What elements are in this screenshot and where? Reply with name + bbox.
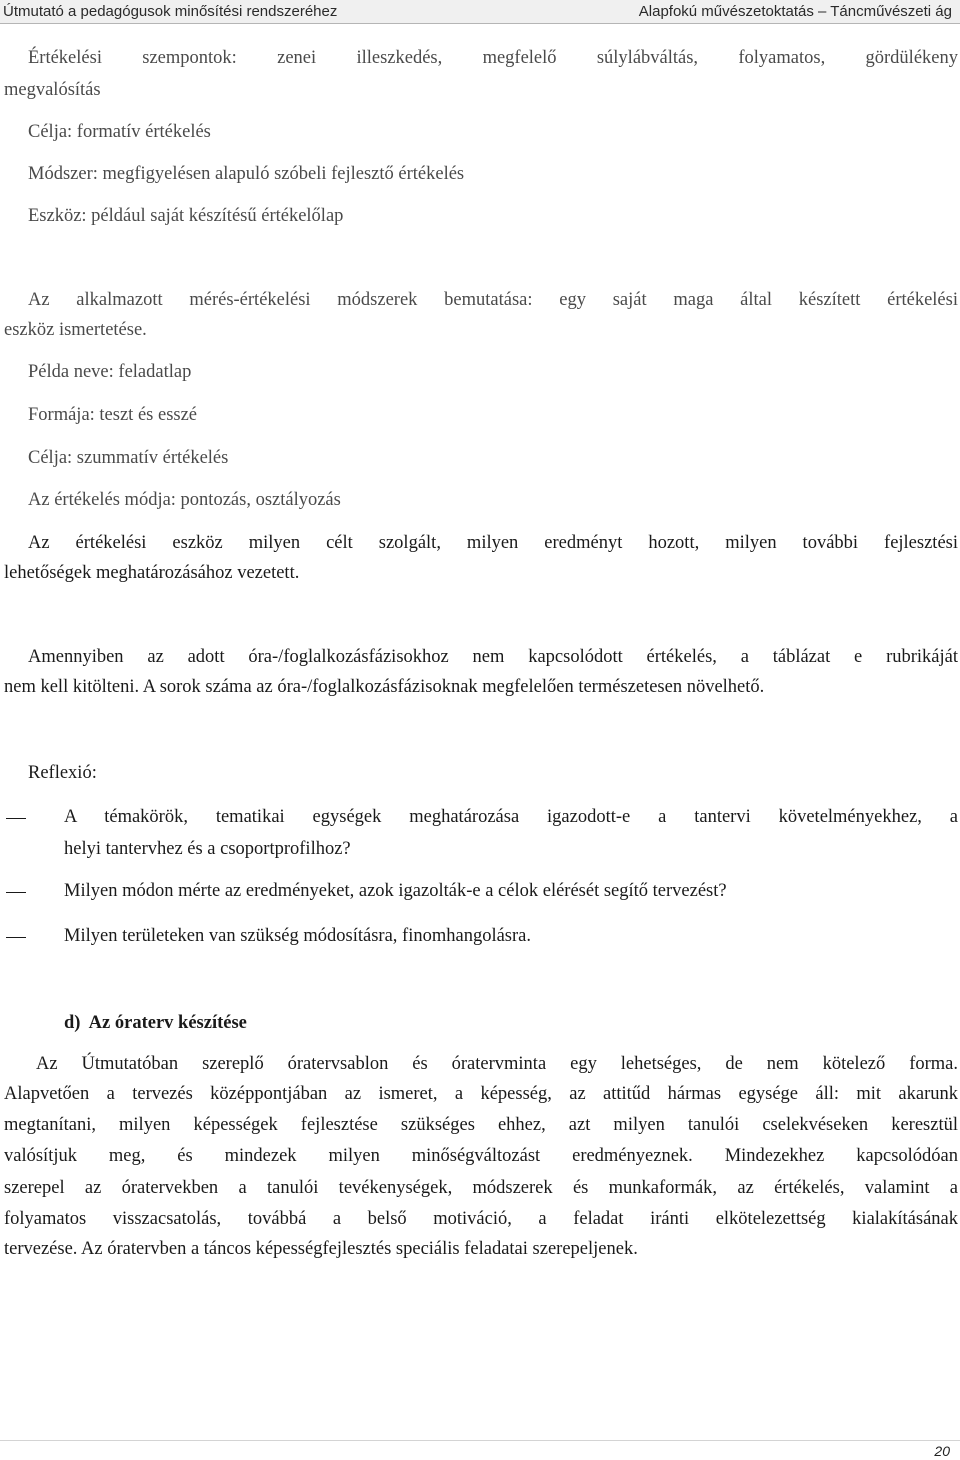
section-d-line-5: szerepel az óratervekben a tanulói tevékenységek, módszerek és munkaformák, az értékelés, valamint a [4, 1178, 958, 1198]
note-line1: Amennyiben az adott óra-/foglalkozásfázisokhoz nem kapcsolódott értékelés, a táblázat e rubrikáját [28, 647, 958, 667]
summative-goal: Célja: szummatív értékelés [28, 448, 229, 468]
footer-divider [0, 1440, 960, 1441]
page-header [0, 0, 960, 24]
reflection-item-3: Milyen területeken van szükség módosításra, finomhangolásra. [64, 926, 531, 946]
dash-bullet [6, 937, 26, 938]
section-d-line-6: folyamatos visszacsatolás, továbbá a belső motiváció, a feladat iránti elkötelezettség kialakításának [4, 1209, 958, 1229]
note-line2: nem kell kitölteni. A sorok száma az óra-/foglalkozásfázisoknak megfelelően természetesen növelhető. [4, 677, 765, 697]
example-form: Formája: teszt és esszé [28, 405, 198, 425]
reflection-item-2: Milyen módon mérte az eredményeket, azok igazolták-e a célok elérését segítő tervezést? [64, 881, 727, 901]
section-d-line-4: valósítjuk meg, és mindezek milyen minőségváltozást eredményeznek. Mindezekhez kapcsolódóan [4, 1146, 958, 1166]
section-d-line-1: Az Útmutatóban szereplő óratervsablon és óratervminta egy lehetséges, de nem kötelező forma. [36, 1054, 958, 1074]
example-name: Példa neve: feladatlap [28, 362, 192, 382]
measurement-methods-line2: eszköz ismertetése. [4, 320, 147, 340]
header-section-title: Alapfokú művészetoktatás – Táncművészeti ág [638, 3, 952, 20]
section-d-heading: d) Az óraterv készítése [64, 1013, 247, 1033]
evaluation-tool: Eszköz: például saját készítésű értékelőlap [28, 206, 344, 226]
evaluation-method: Módszer: megfigyelésen alapuló szóbeli fejlesztő értékelés [28, 164, 465, 184]
evaluation-question-line1: Az értékelési eszköz milyen célt szolgált, milyen eredményt hozott, milyen további fejlesztési [28, 533, 958, 553]
evaluation-criteria-line1: Értékelési szempontok: zenei illeszkedés, megfelelő súlylábváltás, folyamatos, gördülékeny [28, 48, 958, 68]
reflection-title: Reflexió: [28, 763, 97, 783]
dash-bullet [6, 892, 26, 893]
section-d-line-3: megtanítani, milyen képességek fejlesztése szükséges ehhez, azt milyen tanulói cselekvéseken keresztül [4, 1115, 958, 1135]
page-number: 20 [934, 1443, 950, 1459]
reflection-item-1-line2: helyi tantervhez és a csoportprofilhoz? [64, 839, 351, 859]
section-d-line-7: tervezése. Az óratervben a táncos képességfejlesztés speciális feladatai szerepeljenek. [4, 1239, 638, 1259]
measurement-methods-line1: Az alkalmazott mérés-értékelési módszerek bemutatása: egy saját maga által készített értékelési [28, 290, 958, 310]
evaluation-mode: Az értékelés módja: pontozás, osztályozás [28, 490, 341, 510]
dash-bullet [6, 818, 26, 819]
reflection-item-1-line1: A témakörök, tematikai egységek meghatározása igazodott-e a tantervi követelményekhez, a [64, 807, 958, 827]
formative-goal: Célja: formatív értékelés [28, 122, 211, 142]
evaluation-criteria-line2: megvalósítás [4, 80, 101, 100]
section-d-line-2: Alapvetően a tervezés középpontjában az ismeret, a képesség, az attitűd hármas egysége áll: mit akarunk [4, 1084, 958, 1104]
header-document-title: Útmutató a pedagógusok minősítési rendszeréhez [3, 3, 338, 20]
evaluation-question-line2: lehetőségek meghatározásához vezetett. [4, 563, 300, 583]
